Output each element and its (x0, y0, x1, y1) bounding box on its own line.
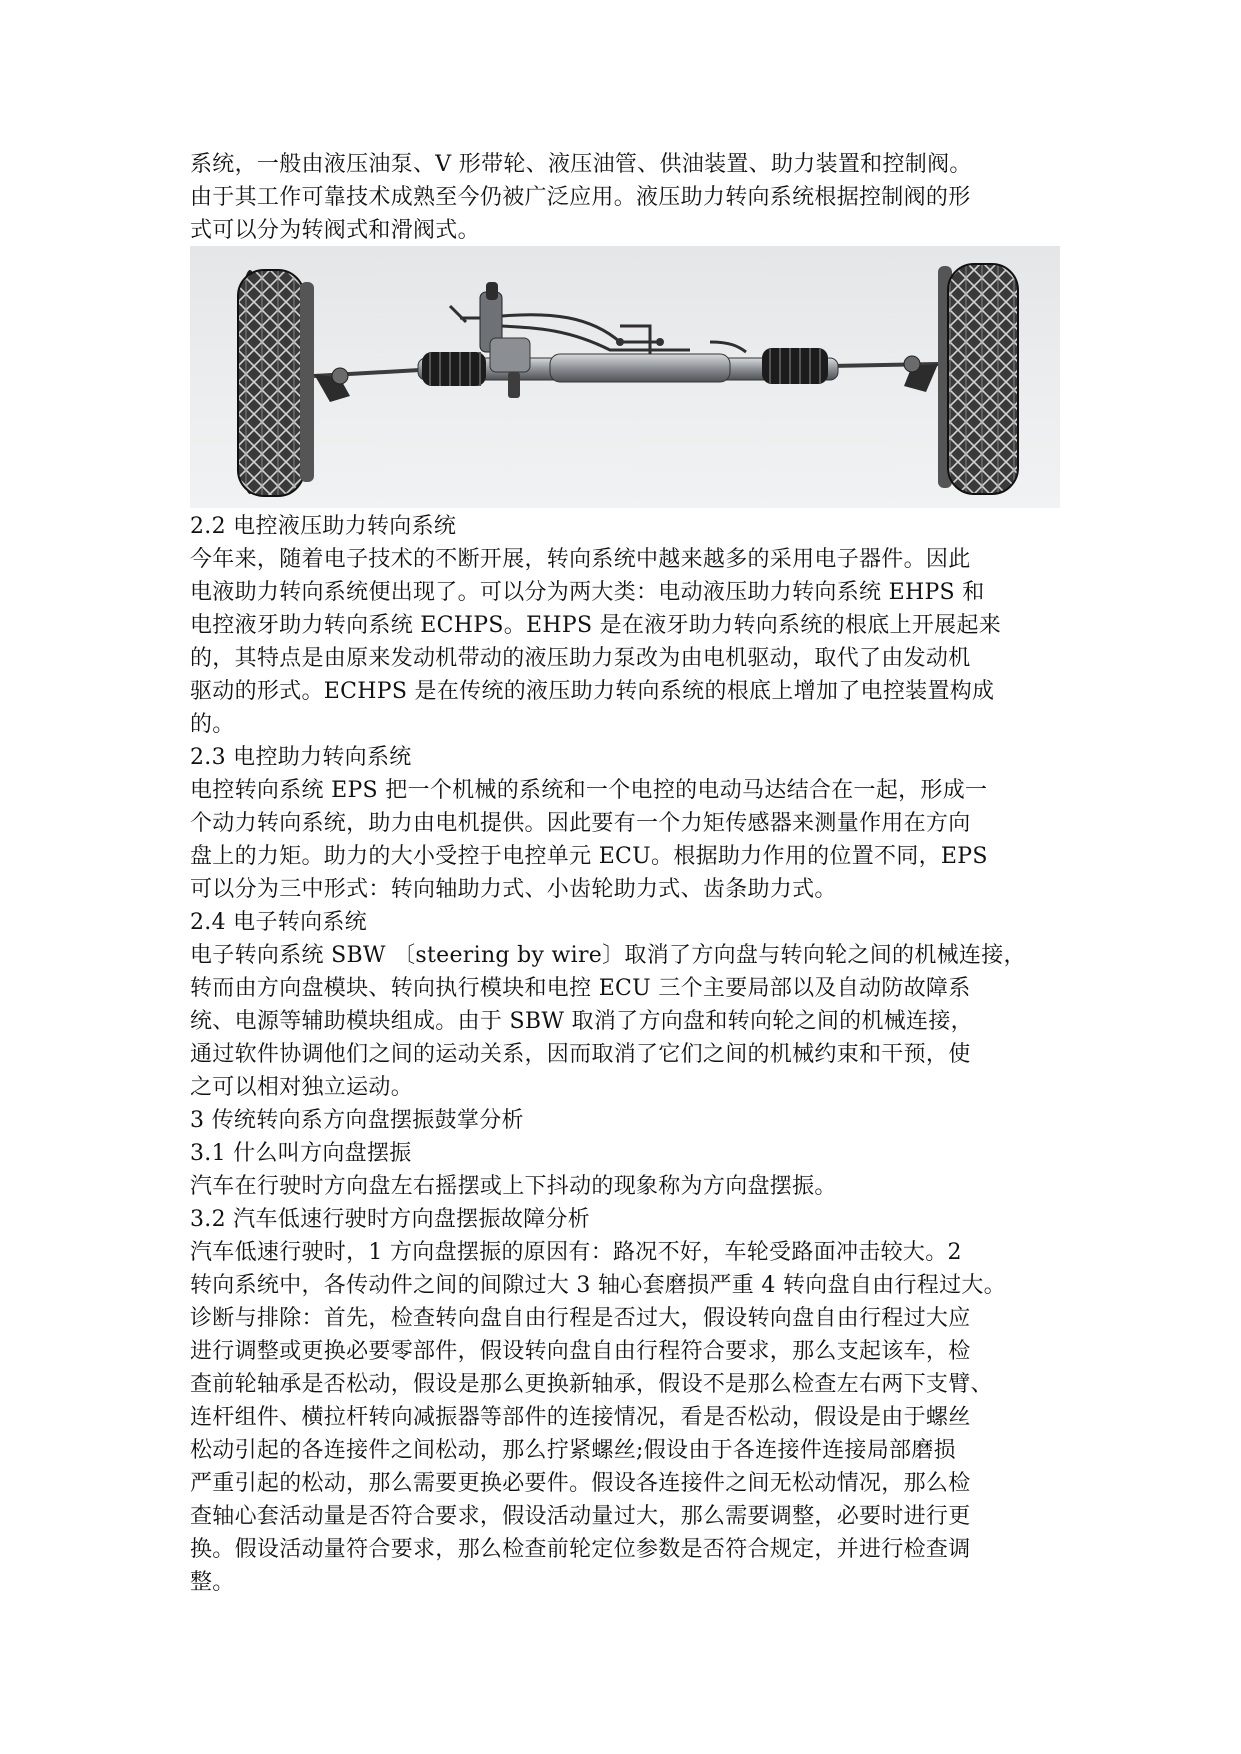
paragraph-line: 进行调整或更换必要零部件，假设转向盘自由行程符合要求，那么支起该车，检 (190, 1339, 971, 1364)
paragraph-line: 查轴心套活动量是否符合要求，假设活动量过大，那么需要调整，必要时进行更 (190, 1504, 971, 1529)
control-valve (480, 282, 530, 398)
section-2-3 (190, 741, 1070, 906)
paragraph-line: 由于其工作可靠技术成熟至今仍被广泛应用。液压助力转向系统根据控制阀的形 (190, 185, 971, 210)
paragraph-line: 电控液牙助力转向系统 ECHPS。EHPS 是在液牙助力转向系统的根底上开展起来 (190, 613, 1002, 638)
paragraph-line: 电控转向系统 EPS 把一个机械的系统和一个电控的电动马达结合在一起，形成一 (190, 778, 988, 803)
paragraph-line: 电子转向系统 SBW 〔steering by wire〕取消了方向盘与转向轮之间的机械连接， (190, 943, 1026, 968)
paragraph-line: 整。 (190, 1570, 235, 1595)
section-heading: 2.3 电控助力转向系统 (190, 745, 412, 770)
paragraph-line: 连杆组件、横拉杆转向减振器等部件的连接情况，看是否松动，假设是由于螺丝 (190, 1405, 971, 1430)
left-tire (237, 270, 314, 496)
paragraph-line: 转而由方向盘模块、转向执行模块和电控 ECU 三个主要局部以及自动防故障系 (190, 976, 971, 1001)
section-heading: 3.1 什么叫方向盘摆振 (190, 1141, 412, 1166)
steering-system-figure (190, 246, 1060, 508)
paragraph-line: 转向系统中，各传动件之间的间隙过大 3 轴心套磨损严重 4 转向盘自由行程过大。 (190, 1273, 1006, 1298)
paragraph-line: 驱动的形式。ECHPS 是在传统的液压助力转向系统的根底上增加了电控装置构成 (190, 679, 995, 704)
paragraph-line: 换。假设活动量符合要求，那么检查前轮定位参数是否符合规定，并进行检查调 (190, 1537, 971, 1562)
paragraph-line: 的。 (190, 712, 235, 737)
intro-paragraph (190, 148, 1070, 247)
section-3-2 (190, 1203, 1070, 1599)
section-2-4 (190, 906, 1070, 1104)
paragraph-line: 的，其特点是由原来发动机带动的液压助力泵改为由电机驱动，取代了由发动机 (190, 646, 971, 671)
paragraph-line: 今年来，随着电子技术的不断开展，转向系统中越来越多的采用电子器件。因此 (190, 547, 971, 572)
right-tire (938, 264, 1018, 494)
right-bellows (762, 348, 828, 384)
paragraph-line: 式可以分为转阀式和滑阀式。 (190, 218, 480, 243)
paragraph-line: 查前轮轴承是否松动，假设是那么更换新轴承，假设不是那么检查左右两下支臂、 (190, 1372, 993, 1397)
section-3-1 (190, 1137, 1070, 1203)
section-3 (190, 1104, 1070, 1137)
paragraph-line: 之可以相对独立运动。 (190, 1075, 414, 1100)
paragraph-line: 系统，一般由液压油泵、V 形带轮、液压油管、供油装置、助力装置和控制阀。 (190, 152, 972, 177)
steering-axle-illustration (190, 246, 1060, 508)
paragraph-line: 电液助力转向系统便出现了。可以分为两大类：电动液压助力转向系统 EHPS 和 (190, 580, 985, 605)
paragraph-line: 汽车在行驶时方向盘左右摇摆或上下抖动的现象称为方向盘摆振。 (190, 1174, 837, 1199)
paragraph-line: 可以分为三中形式：转向轴助力式、小齿轮助力式、齿条助力式。 (190, 877, 837, 902)
paragraph-line: 通过软件协调他们之间的运动关系，因而取消了它们之间的机械约束和干预，使 (190, 1042, 971, 1067)
section-heading: 3 传统转向系方向盘摆振鼓掌分析 (190, 1108, 524, 1133)
section-heading: 2.2 电控液压助力转向系统 (190, 514, 457, 539)
paragraph-line: 松动引起的各连接件之间松动，那么拧紧螺丝;假设由于各连接件连接局部磨损 (190, 1438, 956, 1463)
steering-rack (418, 282, 838, 398)
paragraph-line: 统、电源等辅助模块组成。由于 SBW 取消了方向盘和转向轮之间的机械连接， (190, 1009, 973, 1034)
section-heading: 2.4 电子转向系统 (190, 910, 367, 935)
paragraph-line: 诊断与排除：首先，检查转向盘自由行程是否过大，假设转向盘自由行程过大应 (190, 1306, 971, 1331)
paragraph-line: 盘上的力矩。助力的大小受控于电控单元 ECU。根据助力作用的位置不同，EPS (190, 844, 988, 869)
section-2-2 (190, 510, 1070, 741)
left-bellows (422, 352, 486, 386)
section-heading: 3.2 汽车低速行驶时方向盘摆振故障分析 (190, 1207, 590, 1232)
paragraph-line: 汽车低速行驶时，1 方向盘摆振的原因有：路况不好，车轮受路面冲击较大。2 (190, 1240, 962, 1265)
paragraph-line: 个动力转向系统，助力由电机提供。因此要有一个力矩传感器来测量作用在方向 (190, 811, 971, 836)
paragraph-line: 严重引起的松动，那么需要更换必要件。假设各连接件之间无松动情况，那么检 (190, 1471, 971, 1496)
